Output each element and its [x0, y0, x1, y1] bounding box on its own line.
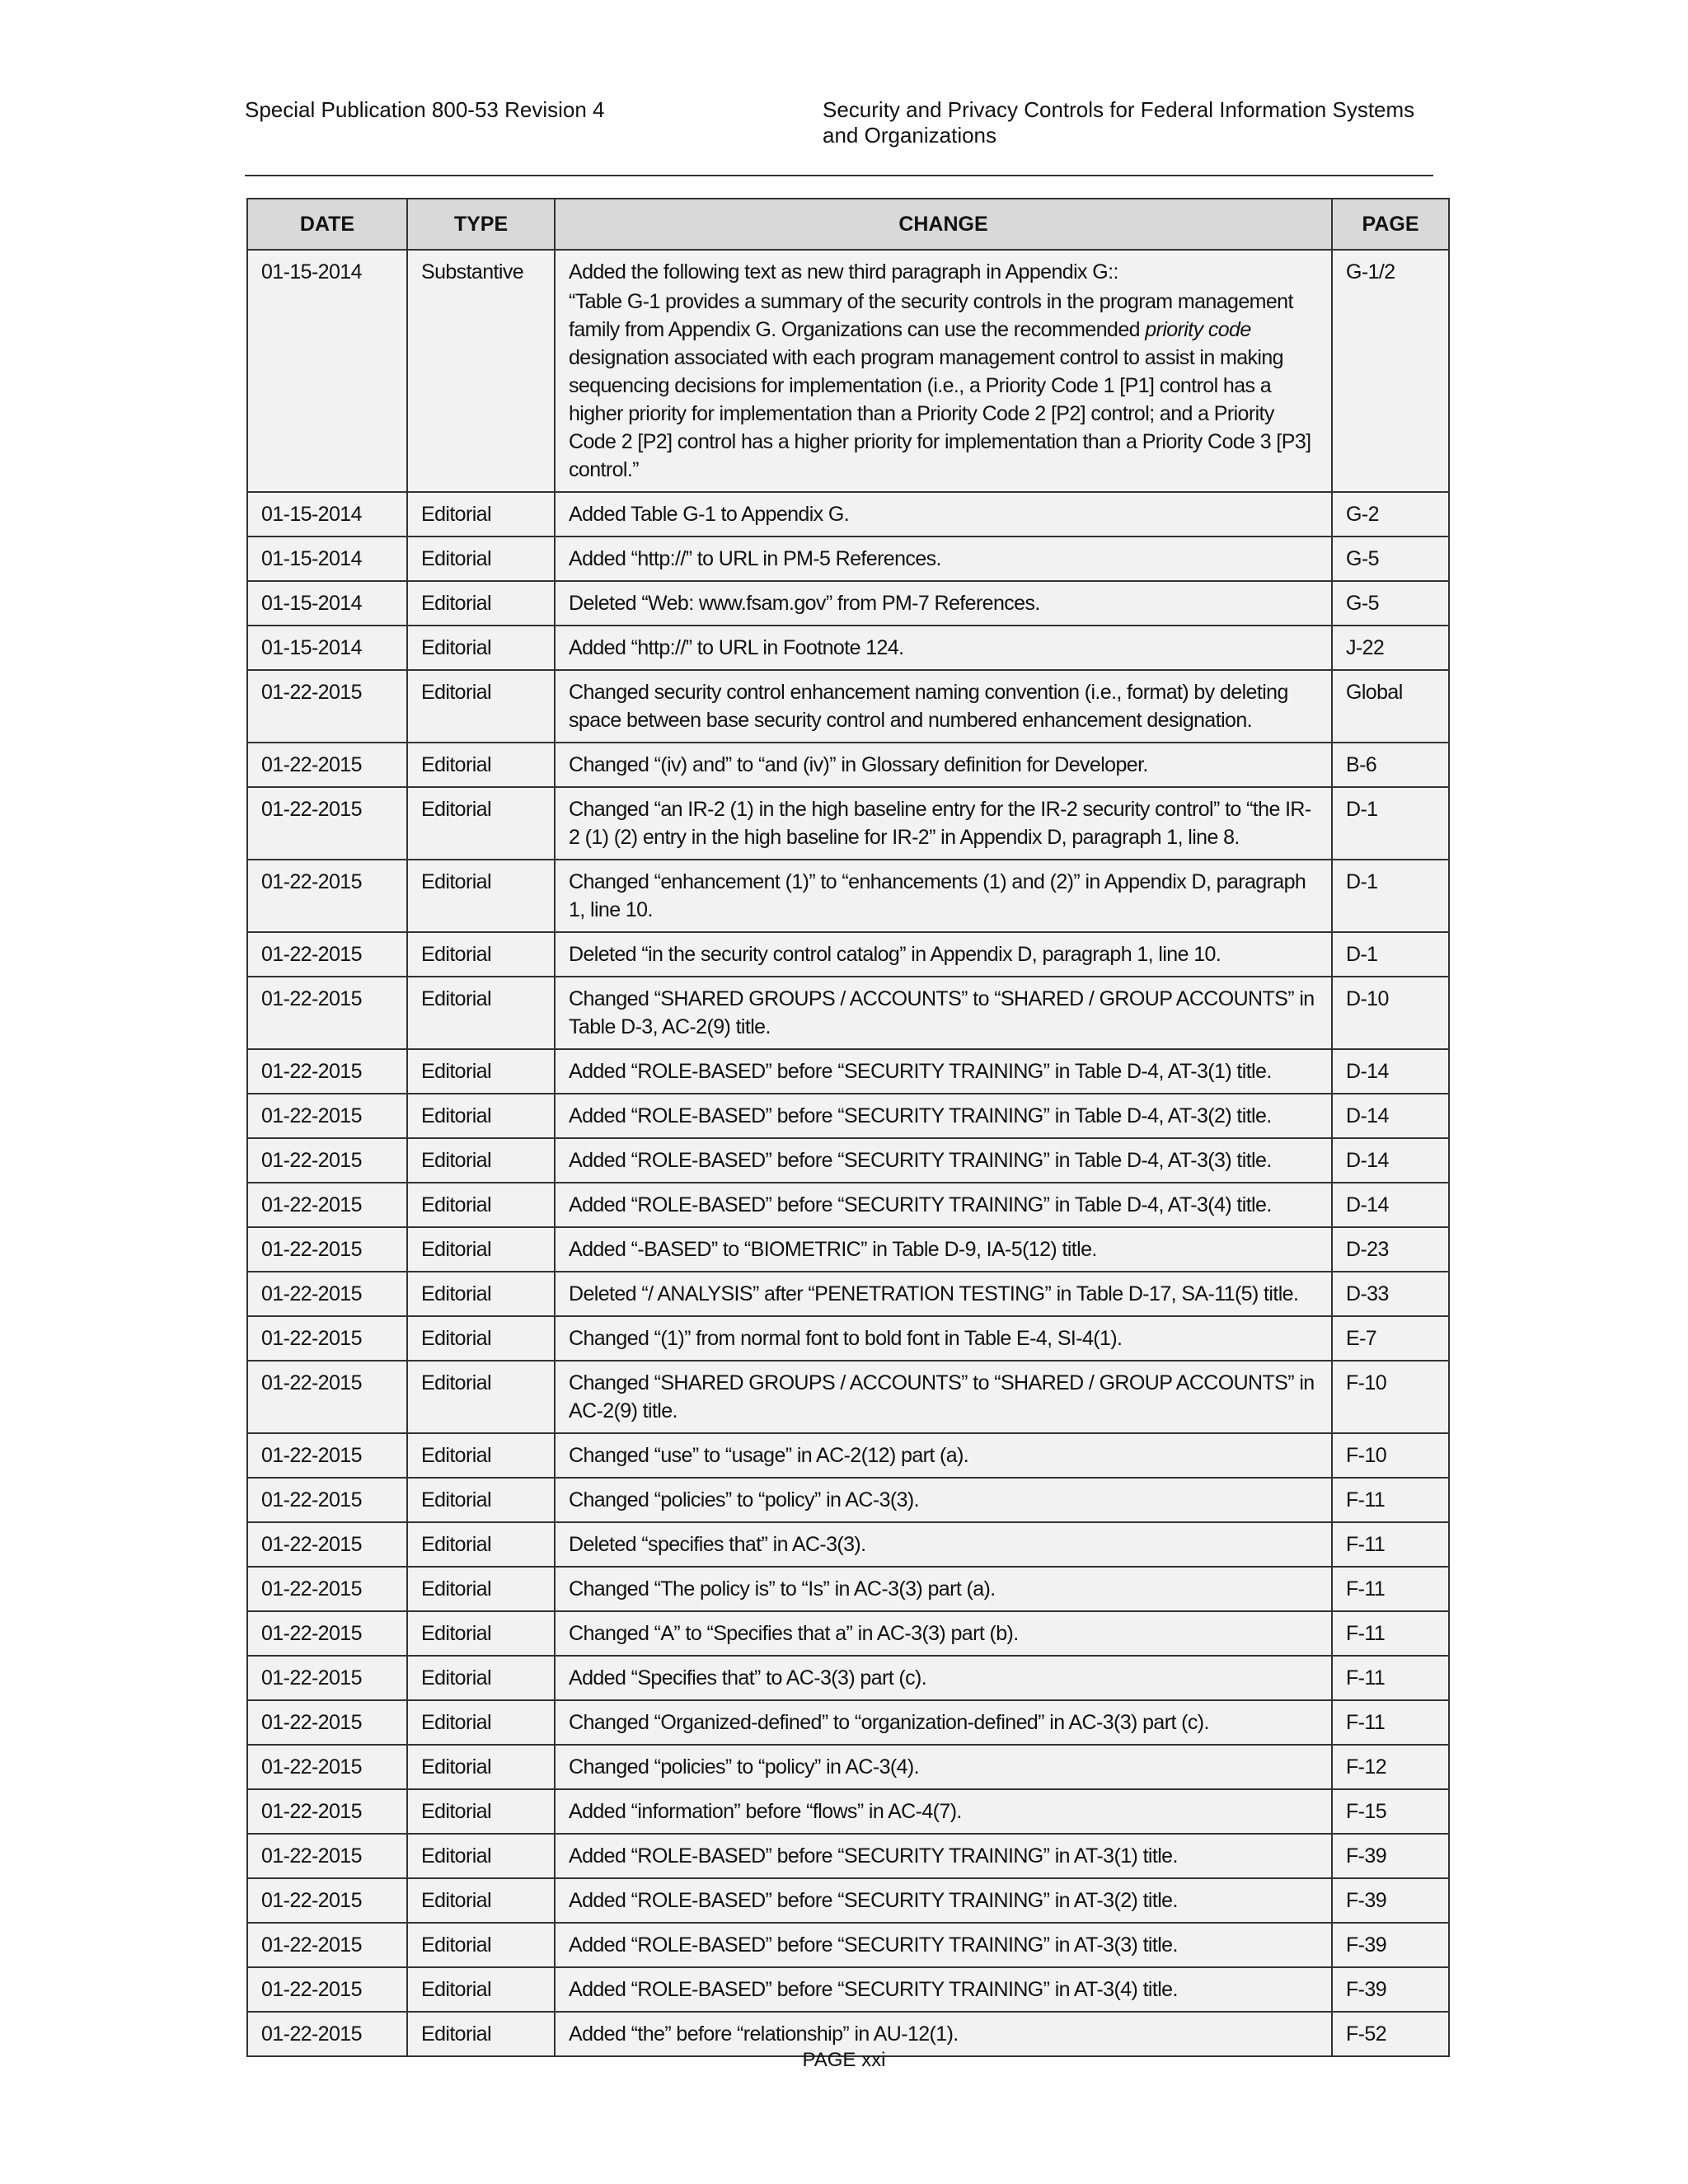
cell-page: F-11 — [1332, 1522, 1449, 1567]
cell-date: 01-22-2015 — [247, 1138, 407, 1183]
cell-type: Editorial — [407, 1049, 555, 1094]
table-row — [247, 1094, 1449, 1138]
cell-date: 01-22-2015 — [247, 977, 407, 1049]
cell-page: D-14 — [1332, 1183, 1449, 1227]
cell-change: Changed “(iv) and” to “and (iv)” in Glossary definition for Developer. — [555, 743, 1332, 787]
cell-date: 01-22-2015 — [247, 1567, 407, 1611]
cell-type: Editorial — [407, 977, 555, 1049]
cell-page: G-5 — [1332, 537, 1449, 581]
cell-date: 01-22-2015 — [247, 1183, 407, 1227]
table-row — [247, 1745, 1449, 1789]
cell-type: Editorial — [407, 1878, 555, 1923]
cell-change: Added “-BASED” to “BIOMETRIC” in Table D-9, IA-5(12) title. — [555, 1227, 1332, 1272]
cell-type: Editorial — [407, 1094, 555, 1138]
cell-date: 01-22-2015 — [247, 1361, 407, 1433]
cell-date: 01-22-2015 — [247, 1478, 407, 1522]
table-row — [247, 1049, 1449, 1094]
cell-page: B-6 — [1332, 743, 1449, 787]
table-row — [247, 1700, 1449, 1745]
cell-page: D-33 — [1332, 1272, 1449, 1316]
quote-emphasis: priority code — [1145, 318, 1251, 341]
cell-type: Editorial — [407, 2012, 555, 2056]
table-row — [247, 743, 1449, 787]
cell-date: 01-15-2014 — [247, 250, 407, 492]
cell-page: G-5 — [1332, 581, 1449, 626]
cell-page: F-39 — [1332, 1967, 1449, 2012]
cell-date: 01-22-2015 — [247, 1227, 407, 1272]
running-header-right — [823, 97, 1465, 148]
cell-page: F-11 — [1332, 1567, 1449, 1611]
cell-change: Deleted “Web: www.fsam.gov” from PM-7 References. — [555, 581, 1332, 626]
cell-date: 01-22-2015 — [247, 1433, 407, 1478]
table-row — [247, 1478, 1449, 1522]
cell-type: Editorial — [407, 1789, 555, 1834]
quote-text-start: “Table G-1 provides a summary of the security controls in the program management family from Appendix G. Organizations can use the recommended — [569, 290, 1293, 341]
table-row — [247, 1183, 1449, 1227]
cell-page: F-39 — [1332, 1923, 1449, 1967]
cell-change: Added “ROLE-BASED” before “SECURITY TRAINING” in Table D-4, AT-3(3) title. — [555, 1138, 1332, 1183]
cell-date: 01-22-2015 — [247, 932, 407, 977]
cell-type: Editorial — [407, 492, 555, 537]
cell-change — [555, 250, 1332, 492]
cell-page: D-1 — [1332, 860, 1449, 932]
cell-type: Editorial — [407, 1967, 555, 2012]
table-row — [247, 1316, 1449, 1361]
cell-type: Editorial — [407, 537, 555, 581]
cell-change: Deleted “in the security control catalog” in Appendix D, paragraph 1, line 10. — [555, 932, 1332, 977]
cell-type: Editorial — [407, 1745, 555, 1789]
table-row — [247, 860, 1449, 932]
cell-type: Editorial — [407, 1316, 555, 1361]
cell-type: Editorial — [407, 787, 555, 860]
cell-change: Changed “policies” to “policy” in AC-3(3). — [555, 1478, 1332, 1522]
cell-type: Editorial — [407, 1138, 555, 1183]
cell-date: 01-22-2015 — [247, 1967, 407, 2012]
table-row — [247, 1138, 1449, 1183]
cell-change: Changed “enhancement (1)” to “enhancements (1) and (2)” in Appendix D, paragraph 1, line 10. — [555, 860, 1332, 932]
cell-page: D-23 — [1332, 1227, 1449, 1272]
running-header-right-line2: and Organizations — [823, 123, 997, 148]
table-row — [247, 932, 1449, 977]
cell-change: Added “ROLE-BASED” before “SECURITY TRAINING” in Table D-4, AT-3(1) title. — [555, 1049, 1332, 1094]
table-row — [247, 1967, 1449, 2012]
cell-date: 01-22-2015 — [247, 1094, 407, 1138]
cell-change: Added “ROLE-BASED” before “SECURITY TRAINING” in Table D-4, AT-3(4) title. — [555, 1183, 1332, 1227]
cell-change: Deleted “/ ANALYSIS” after “PENETRATION TESTING” in Table D-17, SA-11(5) title. — [555, 1272, 1332, 1316]
table-row — [247, 1361, 1449, 1433]
cell-change: Changed “use” to “usage” in AC-2(12) part (a). — [555, 1433, 1332, 1478]
cell-change: Added “ROLE-BASED” before “SECURITY TRAINING” in AT-3(4) title. — [555, 1967, 1332, 2012]
cell-page: F-39 — [1332, 1834, 1449, 1878]
table-row — [247, 1923, 1449, 1967]
cell-page: D-10 — [1332, 977, 1449, 1049]
column-header-change: CHANGE — [555, 199, 1332, 250]
column-header-type: TYPE — [407, 199, 555, 250]
cell-change: Added “information” before “flows” in AC-4(7). — [555, 1789, 1332, 1834]
quote-text-end: designation associated with each program management control to assist in making sequencing decisions for implementation (i.e., a Priority Code 1 [P1] control has a higher priority for implementation than a Priority Code 2 [P2] control; and a Priority Code 2 [P2] control has a higher priority for implementation than a Priority Code 3 [P3] control.” — [569, 346, 1311, 481]
table-row — [247, 1656, 1449, 1700]
cell-change: Changed “(1)” from normal font to bold font in Table E-4, SI-4(1). — [555, 1316, 1332, 1361]
cell-page: F-10 — [1332, 1433, 1449, 1478]
cell-change: Changed “SHARED GROUPS / ACCOUNTS” to “SHARED / GROUP ACCOUNTS” in AC-2(9) title. — [555, 1361, 1332, 1433]
cell-page: F-15 — [1332, 1789, 1449, 1834]
table-row — [247, 626, 1449, 670]
cell-date: 01-22-2015 — [247, 860, 407, 932]
cell-date: 01-22-2015 — [247, 1522, 407, 1567]
cell-change: Deleted “specifies that” in AC-3(3). — [555, 1522, 1332, 1567]
cell-change: Changed security control enhancement naming convention (i.e., format) by deleting space between base security control and numbered enhancement designation. — [555, 670, 1332, 743]
cell-type: Editorial — [407, 670, 555, 743]
cell-change: Added “ROLE-BASED” before “SECURITY TRAINING” in AT-3(2) title. — [555, 1878, 1332, 1923]
cell-type: Editorial — [407, 932, 555, 977]
table-row — [247, 581, 1449, 626]
cell-type: Editorial — [407, 1923, 555, 1967]
cell-change: Added “http://” to URL in Footnote 124. — [555, 626, 1332, 670]
cell-page: F-11 — [1332, 1656, 1449, 1700]
cell-change: Changed “SHARED GROUPS / ACCOUNTS” to “SHARED / GROUP ACCOUNTS” in Table D-3, AC-2(9) title. — [555, 977, 1332, 1049]
table-row — [247, 537, 1449, 581]
column-header-page: PAGE — [1332, 199, 1449, 250]
cell-page: D-14 — [1332, 1049, 1449, 1094]
cell-date: 01-22-2015 — [247, 670, 407, 743]
cell-page: F-10 — [1332, 1361, 1449, 1433]
cell-date: 01-22-2015 — [247, 787, 407, 860]
cell-type: Editorial — [407, 581, 555, 626]
cell-change: Changed “Organized-defined” to “organization-defined” in AC-3(3) part (c). — [555, 1700, 1332, 1745]
cell-date: 01-22-2015 — [247, 1049, 407, 1094]
cell-date: 01-22-2015 — [247, 1878, 407, 1923]
quoted-paragraph — [569, 288, 1318, 484]
cell-type: Editorial — [407, 1478, 555, 1522]
cell-date: 01-15-2014 — [247, 626, 407, 670]
table-row — [247, 1834, 1449, 1878]
table-row — [247, 250, 1449, 492]
cell-change: Changed “policies” to “policy” in AC-3(4). — [555, 1745, 1332, 1789]
cell-type: Substantive — [407, 250, 555, 492]
cell-type: Editorial — [407, 1656, 555, 1700]
table-row — [247, 1567, 1449, 1611]
table-row — [247, 1878, 1449, 1923]
cell-date: 01-22-2015 — [247, 1834, 407, 1878]
table-row — [247, 1789, 1449, 1834]
cell-date: 01-22-2015 — [247, 1272, 407, 1316]
cell-page: G-1/2 — [1332, 250, 1449, 492]
cell-change: Added “the” before “relationship” in AU-12(1). — [555, 2012, 1332, 2056]
running-header-right-line1: Security and Privacy Controls for Federal Information Systems — [823, 97, 1415, 122]
table-row — [247, 1272, 1449, 1316]
column-header-date: DATE — [247, 199, 407, 250]
cell-date: 01-15-2014 — [247, 537, 407, 581]
cell-page: D-14 — [1332, 1138, 1449, 1183]
cell-date: 01-15-2014 — [247, 581, 407, 626]
cell-page: F-12 — [1332, 1745, 1449, 1789]
page-number: PAGE xxi — [802, 2049, 886, 2071]
cell-page: F-52 — [1332, 2012, 1449, 2056]
cell-type: Editorial — [407, 1361, 555, 1433]
cell-type: Editorial — [407, 1567, 555, 1611]
cell-type: Editorial — [407, 626, 555, 670]
cell-page: D-1 — [1332, 932, 1449, 977]
cell-page: F-11 — [1332, 1700, 1449, 1745]
cell-date: 01-22-2015 — [247, 1789, 407, 1834]
cell-date: 01-22-2015 — [247, 1611, 407, 1656]
header-divider — [245, 175, 1433, 176]
table-row — [247, 977, 1449, 1049]
cell-page: E-7 — [1332, 1316, 1449, 1361]
cell-type: Editorial — [407, 1183, 555, 1227]
cell-type: Editorial — [407, 860, 555, 932]
cell-type: Editorial — [407, 743, 555, 787]
cell-date: 01-22-2015 — [247, 1316, 407, 1361]
table-row — [247, 1611, 1449, 1656]
table-row — [247, 492, 1449, 537]
cell-change: Changed “The policy is” to “Is” in AC-3(3) part (a). — [555, 1567, 1332, 1611]
cell-type: Editorial — [407, 1522, 555, 1567]
cell-change: Added “http://” to URL in PM-5 References. — [555, 537, 1332, 581]
table-row — [247, 1433, 1449, 1478]
cell-page: Global — [1332, 670, 1449, 743]
cell-change: Added “ROLE-BASED” before “SECURITY TRAINING” in AT-3(1) title. — [555, 1834, 1332, 1878]
table-row — [247, 1227, 1449, 1272]
cell-page: J-22 — [1332, 626, 1449, 670]
cell-date: 01-22-2015 — [247, 2012, 407, 2056]
cell-page: G-2 — [1332, 492, 1449, 537]
cell-page: F-11 — [1332, 1611, 1449, 1656]
cell-date: 01-22-2015 — [247, 1745, 407, 1789]
cell-date: 01-22-2015 — [247, 1700, 407, 1745]
cell-change: Changed “A” to “Specifies that a” in AC-3(3) part (b). — [555, 1611, 1332, 1656]
cell-change: Added Table G-1 to Appendix G. — [555, 492, 1332, 537]
cell-date: 01-22-2015 — [247, 1656, 407, 1700]
cell-change: Added “ROLE-BASED” before “SECURITY TRAINING” in Table D-4, AT-3(2) title. — [555, 1094, 1332, 1138]
cell-type: Editorial — [407, 1433, 555, 1478]
cell-change: Added “Specifies that” to AC-3(3) part (c). — [555, 1656, 1332, 1700]
cell-page: F-11 — [1332, 1478, 1449, 1522]
table-row — [247, 670, 1449, 743]
cell-page: F-39 — [1332, 1878, 1449, 1923]
table-header-row — [247, 199, 1449, 250]
cell-change: Changed “an IR-2 (1) in the high baseline entry for the IR-2 security control” to “the IR-2 (1) (2) entry in the high baseline for IR-2” in Appendix D, paragraph 1, line 8. — [555, 787, 1332, 860]
table-row — [247, 1522, 1449, 1567]
table-row — [247, 787, 1449, 860]
change-intro: Added the following text as new third paragraph in Appendix G:: — [569, 260, 1118, 284]
errata-table — [246, 198, 1450, 2057]
cell-type: Editorial — [407, 1227, 555, 1272]
cell-date: 01-15-2014 — [247, 492, 407, 537]
cell-date: 01-22-2015 — [247, 743, 407, 787]
cell-change: Added “ROLE-BASED” before “SECURITY TRAINING” in AT-3(3) title. — [555, 1923, 1332, 1967]
running-header-left: Special Publication 800-53 Revision 4 — [245, 97, 605, 122]
cell-type: Editorial — [407, 1700, 555, 1745]
cell-date: 01-22-2015 — [247, 1923, 407, 1967]
cell-page: D-14 — [1332, 1094, 1449, 1138]
cell-type: Editorial — [407, 1611, 555, 1656]
cell-type: Editorial — [407, 1272, 555, 1316]
cell-type: Editorial — [407, 1834, 555, 1878]
cell-page: D-1 — [1332, 787, 1449, 860]
